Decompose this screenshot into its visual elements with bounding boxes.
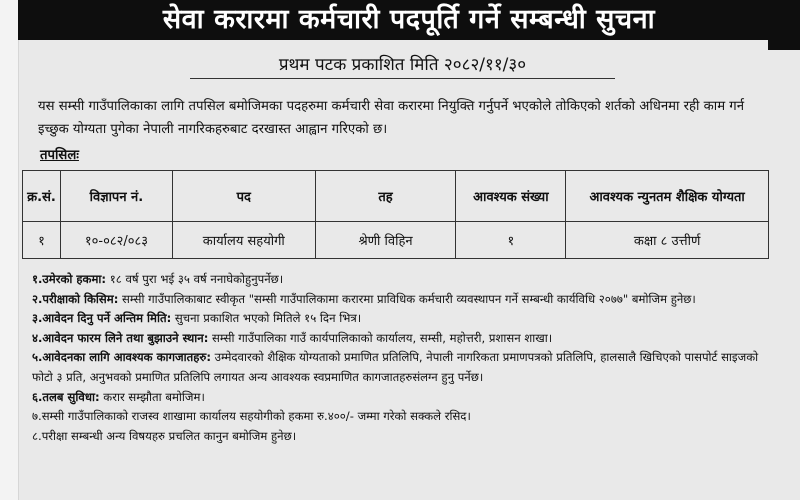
cell-level: श्रेणी विहिन	[315, 222, 456, 259]
header-required-number: आवश्यक संख्या	[456, 171, 566, 222]
title-bar-edge	[768, 40, 800, 50]
header-sn: क्र.सं.	[23, 171, 61, 222]
note-fee-receipt	[32, 407, 772, 427]
note-text: १८ वर्ष पुरा भई ३५ वर्ष ननाघेकोहुनुपर्नेछ।	[106, 272, 284, 286]
header-post: पद	[172, 171, 315, 222]
note-text: सुचना प्रकाशित भएको मितिले १५ दिन भित्र।	[171, 311, 362, 326]
left-scroll-edge	[0, 0, 19, 500]
header-level: तह	[315, 171, 456, 222]
note-label: २.परीक्षाको किसिम:	[32, 291, 119, 306]
notice-conditions	[32, 270, 772, 446]
table-header-row	[23, 171, 769, 222]
schedule-label: तपसिलः	[40, 148, 79, 163]
note-label: १.उमेरको हकमा:	[32, 272, 107, 286]
note-label: ५.आवेदनका लागि आवश्यक कागजातहरु:	[32, 350, 211, 365]
note-label: ६.तलब सुविधा:	[32, 389, 100, 404]
note-age	[32, 270, 772, 290]
header-advert-no: विज्ञापन नं.	[60, 171, 172, 222]
note-submission-place	[32, 329, 772, 349]
intro-paragraph: यस सम्सी गाउँपालिकाका लागि तपसिल बमोजिमका पदहरुमा कर्मचारी सेवा करारमा नियुक्ति गर्नुपर्ने भएकोले तोकिएको शर्तको अधिनमा रही काम गर्न इच्छुक योग्यता पुगेका नेपाली नागरिकहरुबाट दरखास्त आह्वान गरिएको छ।	[38, 99, 745, 137]
table-row	[23, 222, 769, 259]
publication-date: प्रथम पटक प्रकाशित मिति २०८२/११/३०	[190, 54, 615, 79]
cell-required-number: १	[456, 222, 566, 259]
note-salary	[32, 388, 772, 408]
header-qualification: आवश्यक न्युनतम शैक्षिक योग्यता	[566, 171, 769, 222]
note-deadline	[32, 309, 772, 329]
note-text: ७.सम्सी गाउँपालिकाको राजस्व शाखामा कार्यालय सहयोगीको हकमा रु.४००/- जम्मा गरेको सक्कले रसिद।	[32, 409, 471, 424]
note-text: उम्मेदवारको शैक्षिक योग्यताको प्रमाणित प्रतिलिपि, नेपाली नागरिकता प्रमाणपत्रको प्रतिलिपि, हालसालै खिचिएको पासपोर्ट साइजको फोटो ३ प्रति, अनुभवको प्रमाणित प्रतिलिपि लगायत अन्य आवश्यक स्वप्रमाणित कागजातहरुसंलग्न हुनु पर्नेछ।	[32, 350, 759, 384]
note-text: सम्सी गाउँपालिकाबाट स्वीकृत "सम्सी गाउँपालिकामा करारमा प्राविधिक कर्मचारी व्यवस्थापन गर्ने सम्बन्धी कार्यविधि २०७७" बमोजिम हुनेछ।	[118, 291, 696, 306]
cell-advert-no: १०-०८२/०८३	[60, 222, 172, 259]
cell-qualification: कक्षा ८ उत्तीर्ण	[566, 222, 769, 259]
note-documents	[32, 348, 772, 387]
cell-post: कार्यालय सहयोगी	[172, 222, 315, 259]
note-text: करार सम्झौता बमोजिम।	[99, 389, 205, 404]
note-text: ८.परीक्षा सम्बन्धी अन्य विषयहरु प्रचलित कानुन बमोजिम हुनेछ।	[32, 428, 297, 443]
vacancy-table	[22, 170, 769, 259]
note-text: सम्सी गाउँपालिका गाउँ कार्यपालिकाको कार्यालय, सम्सी, महोत्तरी, प्रशासन शाखा।	[208, 330, 553, 345]
note-exam-type	[32, 290, 772, 310]
note-label: ४.आवेदन फारम लिने तथा बुझाउने स्थान:	[32, 330, 209, 345]
note-label: ३.आवेदन दिनु पर्ने अन्तिम मिति:	[32, 311, 172, 326]
note-exam-rules	[32, 427, 772, 447]
notice-title: सेवा करारमा कर्मचारी पदपूर्ति गर्ने सम्बन्धी सुचना	[18, 0, 800, 40]
cell-sn: १	[23, 222, 61, 259]
